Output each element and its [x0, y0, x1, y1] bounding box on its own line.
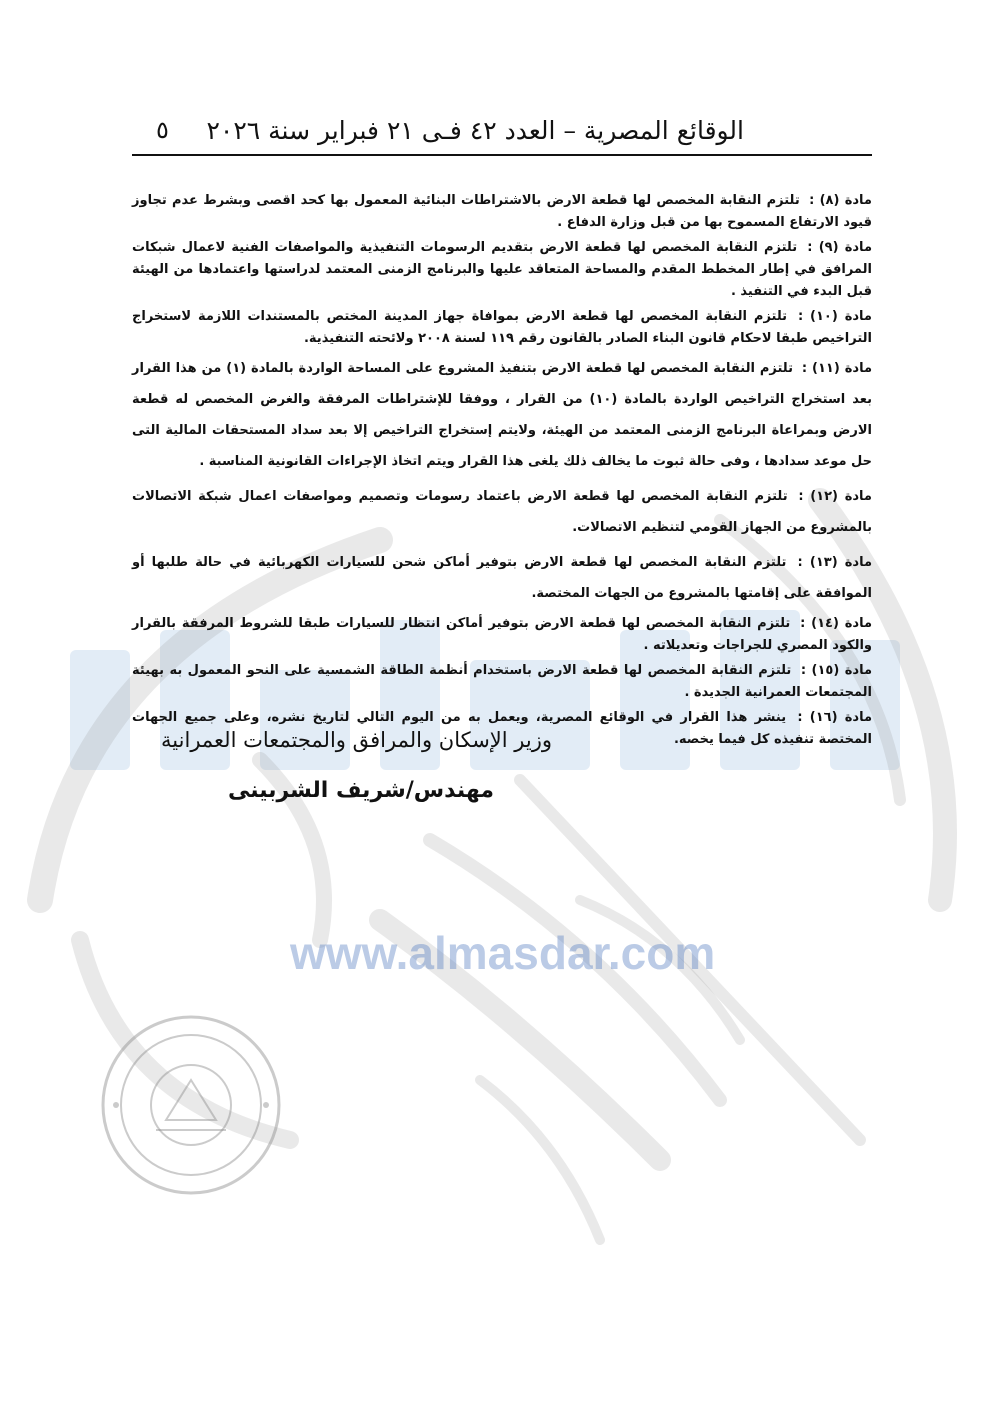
- article-text: تلتزم النقابة المخصص لها قطعة الارض بتنفيذ المشروع على المساحة الواردة بالمادة (١) من هذا القرار بعد استخراج التراخيص الواردة بالمادة (١٠) من القرار ، ووفقا للإشتراطات المرفقة والغرض المخصص له قطعة الارض وبمراعاة البرنامج الزمنى المعتمد من الهيئة، ولايتم إستخراج التراخيص إلا بعد سداد المستحقات المالية التى حل موعد سدادها ، وفى حالة ثبوت ما يخالف ذلك يلغى هذا القرار ويتم اتخاذ الإجراءات القانونية المناسبة .: [132, 361, 872, 469]
- article-12: [132, 481, 872, 543]
- article-number: مادة (١١) :: [801, 361, 873, 376]
- article-13: [132, 547, 872, 609]
- gazette-title: الوقائع المصرية – العدد ٤٢ فـى ٢١ فبراير سنة ٢٠٢٦: [206, 116, 744, 145]
- article-text: تلتزم النقابة المخصص لها قطعة الارض بتوفير أماكن شحن للسيارات الكهربائية في حالة طلبها أو الموافقة على إقامتها بالمشروع من الجهات المختصة.: [132, 555, 872, 601]
- article-number: مادة (١٥) :: [800, 663, 873, 678]
- watermark-url: www.almasdar.com: [290, 927, 716, 979]
- article-text: تلتزم النقابة المخصص لها قطعة الارض بتوفير أماكن انتظار للسيارات طبقا للشروط المرفقة بالقرار والكود المصري للجراجات وتعديلاته .: [132, 616, 872, 653]
- article-text: تلتزم النقابة المخصص لها قطعة الارض بالاشتراطات البنائية المعمول بها كحد اقصى وبشرط عدم تجاوز قيود الارتفاع المسموح بها من قبل وزارة الدفاع .: [132, 193, 872, 230]
- article-number: مادة (١٣) :: [797, 555, 873, 570]
- page-header: [132, 110, 872, 156]
- article-15: [132, 660, 872, 704]
- article-number: مادة (١٦) :: [797, 710, 873, 725]
- article-8: [132, 190, 872, 234]
- page-number: ٥: [156, 116, 169, 144]
- minister-name: مهندس/شريف الشربينى: [227, 778, 494, 803]
- article-text: تلتزم النقابة المخصص لها قطعة الارض باستخدام أنظمة الطاقة الشمسية على النحو المعمول به بهيئة المجتمعات العمرانية الجديدة .: [132, 663, 872, 700]
- article-number: مادة (١٠) :: [797, 309, 872, 324]
- article-9: [132, 237, 872, 303]
- article-text: تلتزم النقابة المخصص لها قطعة الارض بتقديم الرسومات التنفيذية والمواصفات الفنية لاعمال شبكات المرافق في إطار المخطط المقدم والمساحة المتعاقد عليها والبرنامج الزمنى المعتمد لدراستها واعتمادها من الهيئة قبل البدء في التنفيذ .: [132, 240, 872, 299]
- article-number: مادة (١٤) :: [800, 616, 872, 631]
- article-number: مادة (١٢) :: [798, 489, 872, 504]
- article-text: ينشر هذا القرار في الوقائع المصرية، ويعمل به من اليوم التالي لتاريخ نشره، وعلى جميع الجهات المختصة تنفيذه كل فيما يخصه.: [132, 710, 872, 747]
- ministry-seal: [96, 1010, 286, 1200]
- article-10: [132, 306, 872, 350]
- article-number: مادة (٩) :: [807, 240, 872, 255]
- article-number: مادة (٨) :: [809, 193, 872, 208]
- minister-title: وزير الإسكان والمرافق والمجتمعات العمرانية: [161, 728, 552, 752]
- article-14: [132, 613, 872, 657]
- article-text: تلتزم النقابة المخصص لها قطعة الارض بموافاة جهاز المدينة المختص بالمستندات اللازمة لاستخراج التراخيص طبقا لاحكام قانون البناء الصادر بالقانون رقم ١١٩ لسنة ٢٠٠٨ ولائحته التنفيذية.: [132, 309, 872, 346]
- article-text: تلتزم النقابة المخصص لها قطعة الارض باعتماد رسومات وتصميم ومواصفات اعمال شبكة الاتصالات بالمشروع من الجهاز القومي لتنظيم الاتصالات.: [132, 489, 872, 535]
- article-11: [132, 353, 872, 477]
- articles-list: [132, 190, 872, 754]
